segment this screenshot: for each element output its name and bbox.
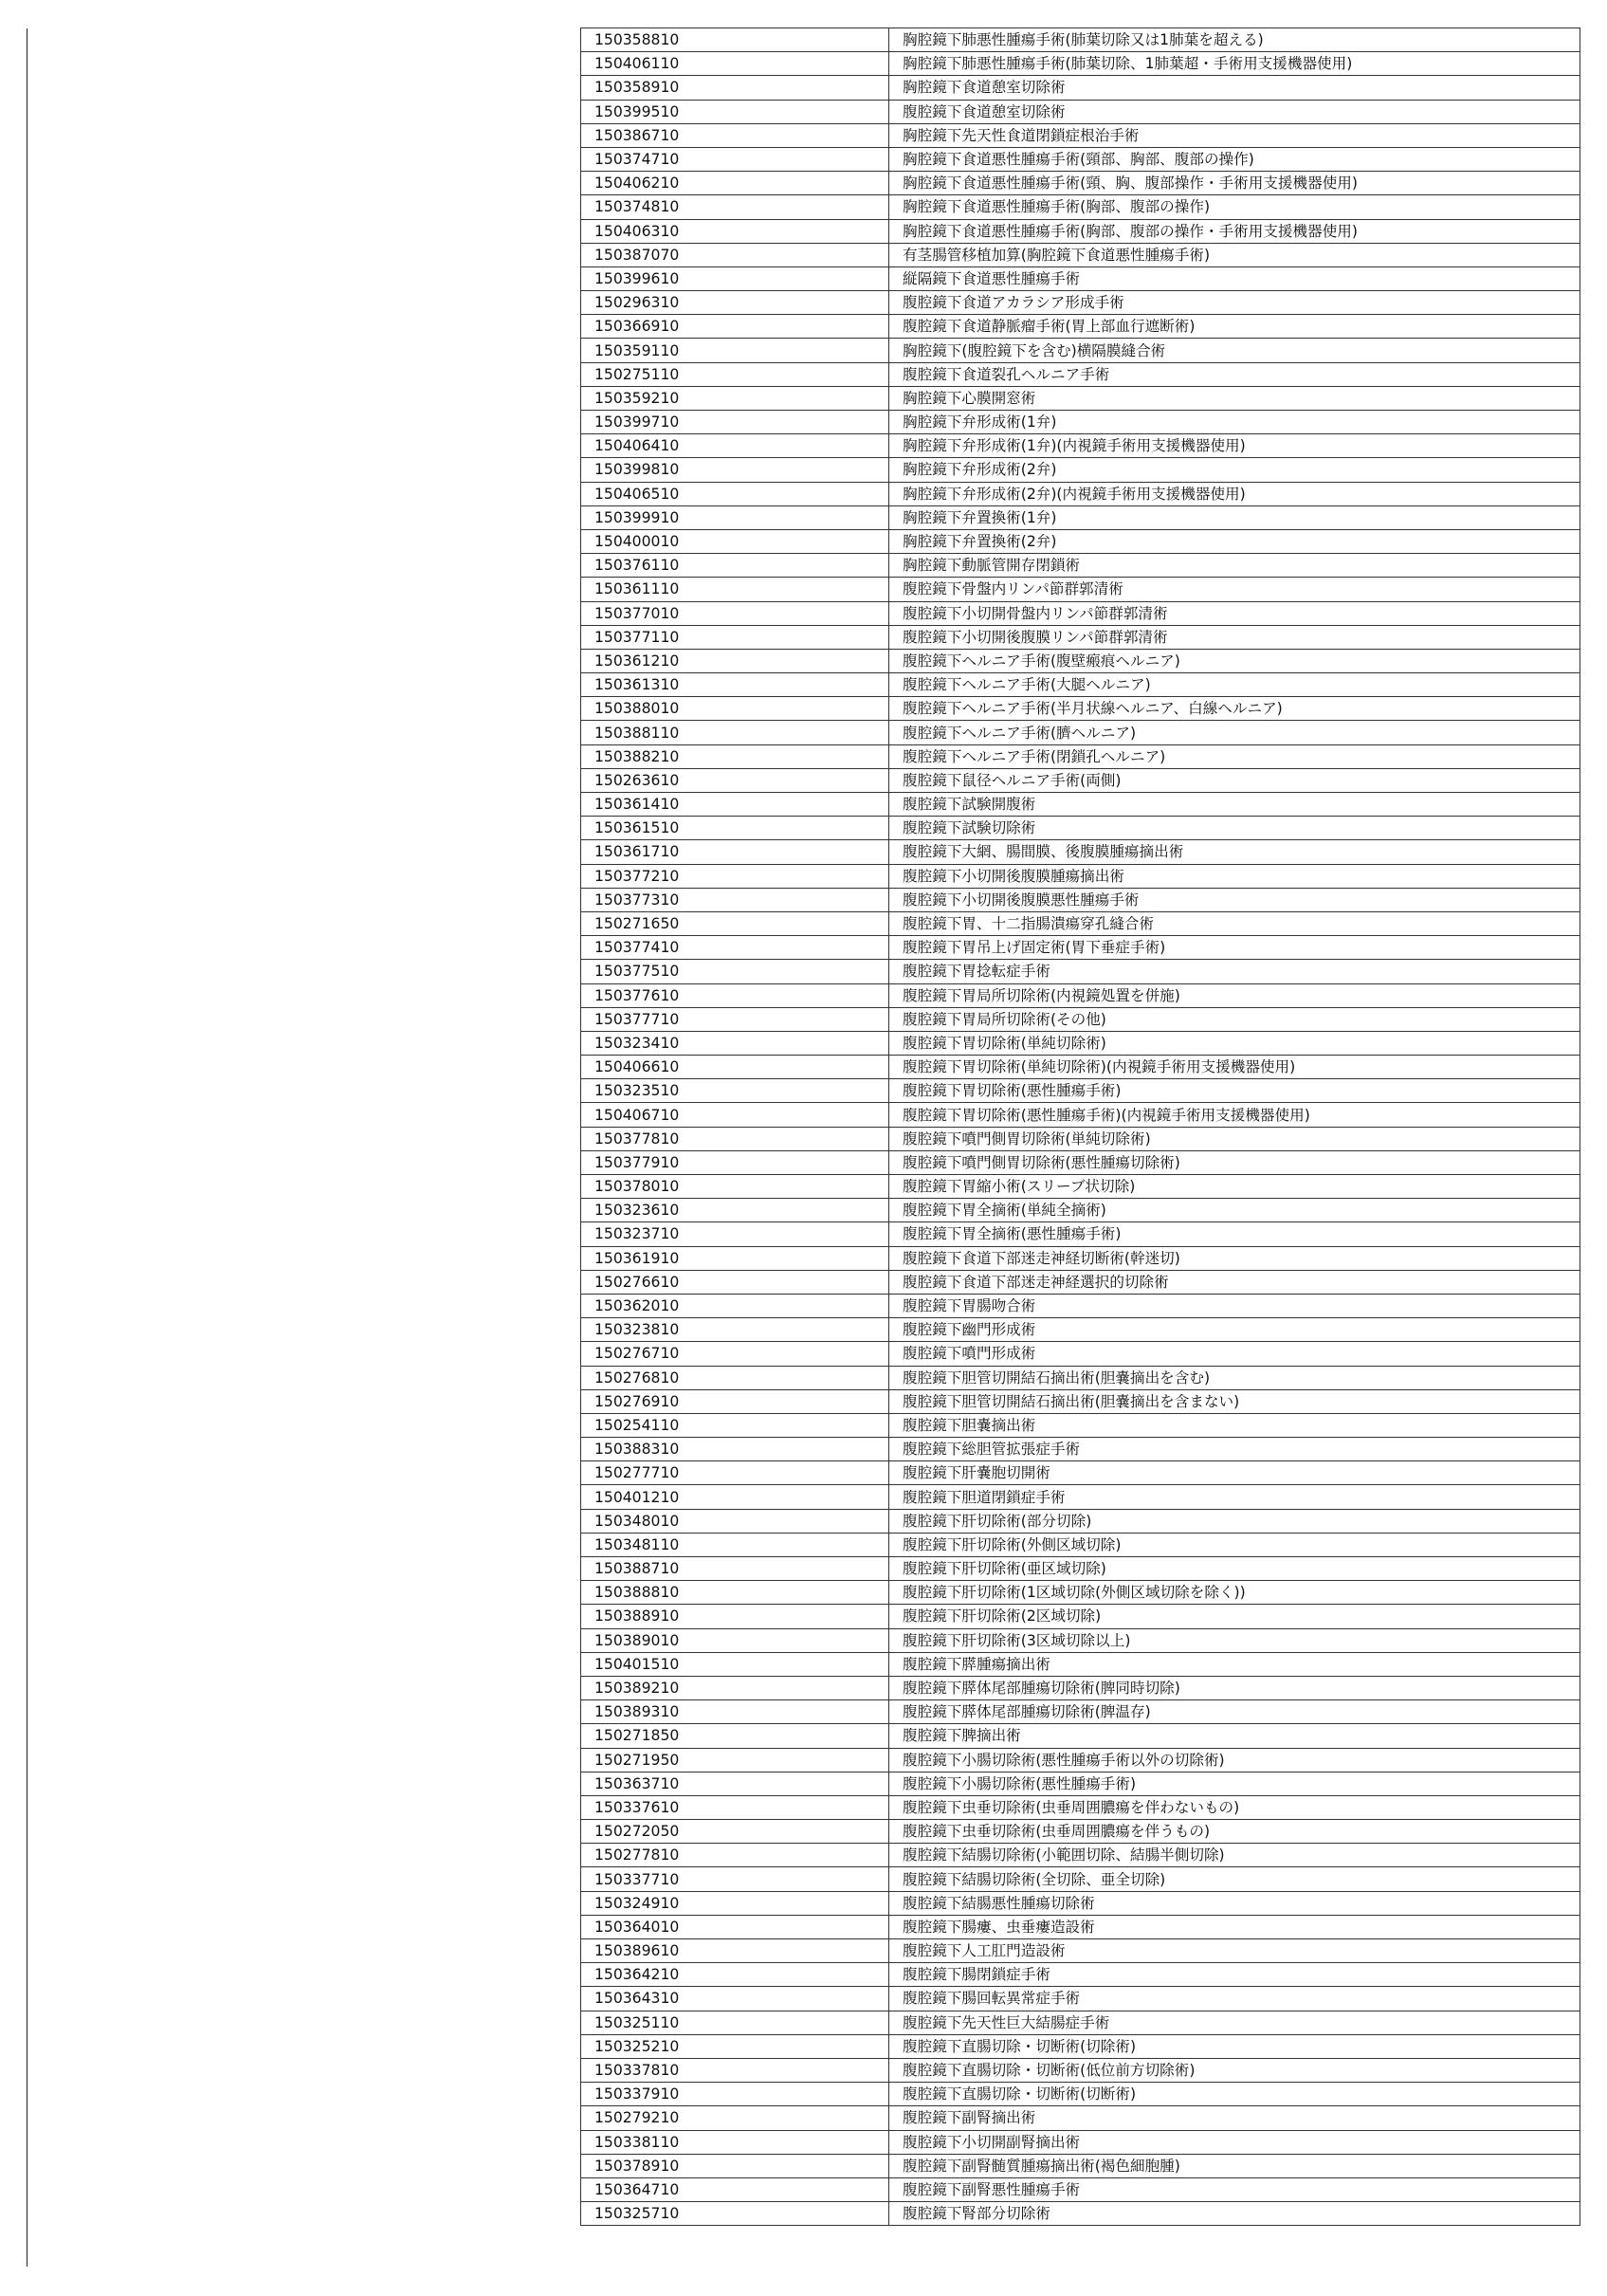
table-row bbox=[581, 172, 1580, 195]
procedure-code-cell: 150366910 bbox=[581, 315, 889, 339]
procedure-name-cell: 胸腔鏡下食道悪性腫瘍手術(胸部、腹部の操作・手術用支援機器使用) bbox=[889, 219, 1580, 243]
table-row bbox=[581, 768, 1580, 792]
procedure-code-cell: 150406310 bbox=[581, 219, 889, 243]
procedure-name-cell: 腹腔鏡下小腸切除術(悪性腫瘍手術以外の切除術) bbox=[889, 1748, 1580, 1772]
procedure-code-cell: 150272050 bbox=[581, 1820, 889, 1844]
procedure-code-cell: 150388310 bbox=[581, 1438, 889, 1461]
procedure-name-cell: 胸腔鏡下弁置換術(2弁) bbox=[889, 529, 1580, 553]
table-row bbox=[581, 1915, 1580, 1938]
procedure-code-cell: 150374810 bbox=[581, 195, 889, 219]
procedure-name-cell: 腹腔鏡下噴門側胃切除術(悪性腫瘍切除術) bbox=[889, 1150, 1580, 1174]
procedure-name-cell: 腹腔鏡下食道裂孔ヘルニア手術 bbox=[889, 362, 1580, 386]
table-row bbox=[581, 649, 1580, 672]
procedure-code-cell: 150358810 bbox=[581, 28, 889, 52]
procedure-name-cell: 腹腔鏡下胃、十二指腸潰瘍穿孔縫合術 bbox=[889, 911, 1580, 935]
procedure-code-cell: 150400010 bbox=[581, 529, 889, 553]
procedure-name-cell: 腹腔鏡下直腸切除・切断術(切除術) bbox=[889, 2034, 1580, 2058]
procedure-name-cell: 胸腔鏡下食道悪性腫瘍手術(頸、胸、腹部操作・手術用支援機器使用) bbox=[889, 172, 1580, 195]
procedure-name-cell: 腹腔鏡下ヘルニア手術(大腿ヘルニア) bbox=[889, 673, 1580, 697]
procedure-code-cell: 150271850 bbox=[581, 1724, 889, 1748]
table-row bbox=[581, 1795, 1580, 1819]
procedure-name-cell: 腹腔鏡下胃切除術(悪性腫瘍手術)(内視鏡手術用支援機器使用) bbox=[889, 1103, 1580, 1127]
procedure-code-cell: 150399910 bbox=[581, 505, 889, 529]
procedure-name-cell: 胸腔鏡下肺悪性腫瘍手術(肺葉切除、1肺葉超・手術用支援機器使用) bbox=[889, 52, 1580, 76]
procedure-name-cell: 腹腔鏡下虫垂切除術(虫垂周囲膿瘍を伴わないもの) bbox=[889, 1795, 1580, 1819]
table-row bbox=[581, 1007, 1580, 1031]
table-row bbox=[581, 1342, 1580, 1366]
procedure-code-cell: 150275110 bbox=[581, 362, 889, 386]
table-row bbox=[581, 529, 1580, 553]
procedure-code-cell: 150361910 bbox=[581, 1246, 889, 1270]
procedure-code-cell: 150388110 bbox=[581, 721, 889, 744]
procedure-code-cell: 150388810 bbox=[581, 1581, 889, 1605]
table-row bbox=[581, 339, 1580, 362]
procedure-code-cell: 150406110 bbox=[581, 52, 889, 76]
procedure-code-cell: 150277810 bbox=[581, 1844, 889, 1867]
procedure-code-cell: 150389310 bbox=[581, 1700, 889, 1724]
procedure-code-cell: 150323710 bbox=[581, 1222, 889, 1246]
table-row bbox=[581, 1820, 1580, 1844]
procedure-name-cell: 有茎腸管移植加算(胸腔鏡下食道悪性腫瘍手術) bbox=[889, 243, 1580, 266]
procedure-name-cell: 胸腔鏡下食道悪性腫瘍手術(胸部、腹部の操作) bbox=[889, 195, 1580, 219]
procedure-name-cell: 胸腔鏡下動脈管開存閉鎖術 bbox=[889, 554, 1580, 578]
procedure-code-cell: 150361110 bbox=[581, 578, 889, 601]
table-row bbox=[581, 911, 1580, 935]
procedure-code-cell: 150325710 bbox=[581, 2202, 889, 2226]
procedure-name-cell: 胸腔鏡下(腹腔鏡下を含む)横隔膜縫合術 bbox=[889, 339, 1580, 362]
procedure-code-cell: 150324910 bbox=[581, 1891, 889, 1915]
procedure-name-cell: 腹腔鏡下胃切除術(悪性腫瘍手術) bbox=[889, 1079, 1580, 1103]
procedure-code-cell: 150388710 bbox=[581, 1557, 889, 1581]
procedure-code-cell: 150263610 bbox=[581, 768, 889, 792]
table-row bbox=[581, 1867, 1580, 1891]
procedure-code-cell: 150388210 bbox=[581, 744, 889, 768]
table-row bbox=[581, 482, 1580, 505]
table-row bbox=[581, 243, 1580, 266]
procedure-code-cell: 150337910 bbox=[581, 2083, 889, 2106]
table-row bbox=[581, 2106, 1580, 2130]
procedure-name-cell: 腹腔鏡下胃切除術(単純切除術) bbox=[889, 1031, 1580, 1055]
procedure-code-cell: 150406410 bbox=[581, 434, 889, 458]
table-row bbox=[581, 2154, 1580, 2177]
table-row bbox=[581, 52, 1580, 76]
procedure-code-cell: 150254110 bbox=[581, 1413, 889, 1437]
table-row bbox=[581, 744, 1580, 768]
table-row bbox=[581, 315, 1580, 339]
procedure-code-cell: 150377810 bbox=[581, 1127, 889, 1150]
table-row bbox=[581, 2058, 1580, 2082]
procedure-code-cell: 150399810 bbox=[581, 458, 889, 482]
procedure-name-cell: 腹腔鏡下胃局所切除術(その他) bbox=[889, 1007, 1580, 1031]
table-row bbox=[581, 1318, 1580, 1342]
table-row bbox=[581, 864, 1580, 888]
table-row bbox=[581, 1366, 1580, 1389]
procedure-name-cell: 腹腔鏡下腸瘻、虫垂瘻造設術 bbox=[889, 1915, 1580, 1938]
procedure-code-cell: 150401210 bbox=[581, 1485, 889, 1509]
procedure-name-cell: 腹腔鏡下胆道閉鎖症手術 bbox=[889, 1485, 1580, 1509]
procedure-code-cell: 150377110 bbox=[581, 625, 889, 649]
table-row bbox=[581, 2177, 1580, 2201]
table-row bbox=[581, 147, 1580, 171]
procedure-name-cell: 腹腔鏡下総胆管拡張症手術 bbox=[889, 1438, 1580, 1461]
procedure-name-cell: 腹腔鏡下虫垂切除術(虫垂周囲膿瘍を伴うもの) bbox=[889, 1820, 1580, 1844]
procedure-name-cell: 腹腔鏡下食道下部迷走神経切断術(幹迷切) bbox=[889, 1246, 1580, 1270]
procedure-name-cell: 胸腔鏡下食道憩室切除術 bbox=[889, 76, 1580, 100]
procedure-code-cell: 150406210 bbox=[581, 172, 889, 195]
table-row bbox=[581, 1987, 1580, 2011]
table-row bbox=[581, 28, 1580, 52]
table-row bbox=[581, 1844, 1580, 1867]
procedure-name-cell: 腹腔鏡下小切開後腹膜腫瘍摘出術 bbox=[889, 864, 1580, 888]
table-row bbox=[581, 76, 1580, 100]
procedure-code-cell: 150388010 bbox=[581, 697, 889, 721]
table-row bbox=[581, 960, 1580, 983]
table-row bbox=[581, 1079, 1580, 1103]
procedure-name-cell: 腹腔鏡下胃吊上げ固定術(胃下垂症手術) bbox=[889, 936, 1580, 960]
table-row bbox=[581, 1175, 1580, 1199]
procedure-code-cell: 150378910 bbox=[581, 2154, 889, 2177]
procedure-name-cell: 腹腔鏡下ヘルニア手術(閉鎖孔ヘルニア) bbox=[889, 744, 1580, 768]
table-row bbox=[581, 1891, 1580, 1915]
table-row bbox=[581, 1199, 1580, 1222]
procedure-code-cell: 150361410 bbox=[581, 793, 889, 817]
procedure-name-cell: 腹腔鏡下肝切除術(1区域切除(外側区域切除を除く)) bbox=[889, 1581, 1580, 1605]
table-row bbox=[581, 1748, 1580, 1772]
procedure-code-cell: 150276610 bbox=[581, 1270, 889, 1294]
procedure-code-cell: 150377710 bbox=[581, 1007, 889, 1031]
table-row bbox=[581, 1772, 1580, 1795]
table-row bbox=[581, 1700, 1580, 1724]
procedure-name-cell: 腹腔鏡下先天性巨大結腸症手術 bbox=[889, 2011, 1580, 2034]
procedure-name-cell: 腹腔鏡下小切開後腹膜悪性腫瘍手術 bbox=[889, 888, 1580, 911]
procedure-name-cell: 腹腔鏡下試験切除術 bbox=[889, 817, 1580, 840]
procedure-name-cell: 腹腔鏡下小切開後腹膜リンパ節群郭清術 bbox=[889, 625, 1580, 649]
procedure-code-cell: 150361510 bbox=[581, 817, 889, 840]
procedure-code-cell: 150276810 bbox=[581, 1366, 889, 1389]
table-row bbox=[581, 1963, 1580, 1987]
table-row bbox=[581, 266, 1580, 290]
procedure-code-cell: 150279210 bbox=[581, 2106, 889, 2130]
procedure-name-cell: 腹腔鏡下胃腸吻合術 bbox=[889, 1294, 1580, 1317]
table-row bbox=[581, 123, 1580, 147]
table-row bbox=[581, 1605, 1580, 1628]
table-row bbox=[581, 1031, 1580, 1055]
procedure-code-cell: 150378010 bbox=[581, 1175, 889, 1199]
procedure-code-cell: 150377010 bbox=[581, 601, 889, 625]
procedure-name-cell: 胸腔鏡下食道悪性腫瘍手術(頸部、胸部、腹部の操作) bbox=[889, 147, 1580, 171]
procedure-name-cell: 腹腔鏡下胃局所切除術(内視鏡処置を併施) bbox=[889, 983, 1580, 1007]
procedure-code-cell: 150363710 bbox=[581, 1772, 889, 1795]
table-row bbox=[581, 697, 1580, 721]
procedure-name-cell: 腹腔鏡下肝切除術(外側区域切除) bbox=[889, 1533, 1580, 1556]
procedure-name-cell: 腹腔鏡下食道静脈瘤手術(胃上部血行遮断術) bbox=[889, 315, 1580, 339]
procedure-name-cell: 胸腔鏡下弁形成術(1弁) bbox=[889, 411, 1580, 434]
table-row bbox=[581, 1509, 1580, 1533]
table-row bbox=[581, 1461, 1580, 1485]
procedure-name-cell: 腹腔鏡下副腎髄質腫瘍摘出術(褐色細胞腫) bbox=[889, 2154, 1580, 2177]
table-row bbox=[581, 195, 1580, 219]
procedure-code-cell: 150337810 bbox=[581, 2058, 889, 2082]
procedure-name-cell: 腹腔鏡下肝切除術(亜区域切除) bbox=[889, 1557, 1580, 1581]
procedure-name-cell: 腹腔鏡下小切開骨盤内リンパ節群郭清術 bbox=[889, 601, 1580, 625]
table-row bbox=[581, 411, 1580, 434]
procedure-name-cell: 腹腔鏡下胃縮小術(スリーブ状切除) bbox=[889, 1175, 1580, 1199]
procedure-code-cell: 150389210 bbox=[581, 1676, 889, 1699]
procedure-code-cell: 150271650 bbox=[581, 911, 889, 935]
table-row bbox=[581, 1389, 1580, 1413]
procedure-name-cell: 縦隔鏡下食道悪性腫瘍手術 bbox=[889, 266, 1580, 290]
procedure-name-cell: 腹腔鏡下幽門形成術 bbox=[889, 1318, 1580, 1342]
procedure-name-cell: 腹腔鏡下噴門形成術 bbox=[889, 1342, 1580, 1366]
procedure-code-cell: 150361710 bbox=[581, 840, 889, 864]
procedure-name-cell: 腹腔鏡下肝切除術(部分切除) bbox=[889, 1509, 1580, 1533]
procedure-name-cell: 腹腔鏡下大網、腸間膜、後腹膜腫瘍摘出術 bbox=[889, 840, 1580, 864]
procedure-name-cell: 腹腔鏡下腸閉鎖症手術 bbox=[889, 1963, 1580, 1987]
table-row bbox=[581, 458, 1580, 482]
table-row bbox=[581, 1533, 1580, 1556]
table-row bbox=[581, 625, 1580, 649]
procedure-name-cell: 腹腔鏡下胃切除術(単純切除術)(内視鏡手術用支援機器使用) bbox=[889, 1056, 1580, 1079]
procedure-name-cell: 胸腔鏡下肺悪性腫瘍手術(肺葉切除又は1肺葉を超える) bbox=[889, 28, 1580, 52]
procedure-name-cell: 腹腔鏡下直腸切除・切断術(切断術) bbox=[889, 2083, 1580, 2106]
procedure-name-cell: 腹腔鏡下結腸悪性腫瘍切除術 bbox=[889, 1891, 1580, 1915]
procedure-code-cell: 150374710 bbox=[581, 147, 889, 171]
procedure-code-cell: 150377310 bbox=[581, 888, 889, 911]
procedure-name-cell: 腹腔鏡下副腎摘出術 bbox=[889, 2106, 1580, 2130]
table-row bbox=[581, 1557, 1580, 1581]
procedure-code-cell: 150399710 bbox=[581, 411, 889, 434]
procedure-name-cell: 腹腔鏡下結腸切除術(全切除、亜全切除) bbox=[889, 1867, 1580, 1891]
procedure-name-cell: 腹腔鏡下肝切除術(2区域切除) bbox=[889, 1605, 1580, 1628]
procedure-code-cell: 150377910 bbox=[581, 1150, 889, 1174]
table-row bbox=[581, 1581, 1580, 1605]
procedure-code-cell: 150364010 bbox=[581, 1915, 889, 1938]
procedure-code-cell: 150323410 bbox=[581, 1031, 889, 1055]
table-row bbox=[581, 1150, 1580, 1174]
procedure-code-cell: 150276910 bbox=[581, 1389, 889, 1413]
procedure-code-cell: 150348010 bbox=[581, 1509, 889, 1533]
table-row bbox=[581, 1724, 1580, 1748]
procedure-code-cell: 150361310 bbox=[581, 673, 889, 697]
procedure-name-cell: 腹腔鏡下ヘルニア手術(臍ヘルニア) bbox=[889, 721, 1580, 744]
procedure-name-cell: 腹腔鏡下胃全摘術(悪性腫瘍手術) bbox=[889, 1222, 1580, 1246]
procedure-code-cell: 150364710 bbox=[581, 2177, 889, 2201]
table-row bbox=[581, 936, 1580, 960]
procedure-name-cell: 腹腔鏡下鼠径ヘルニア手術(両側) bbox=[889, 768, 1580, 792]
procedure-code-cell: 150271950 bbox=[581, 1748, 889, 1772]
table-row bbox=[581, 554, 1580, 578]
table-row bbox=[581, 888, 1580, 911]
table-row bbox=[581, 362, 1580, 386]
procedure-name-cell: 腹腔鏡下人工肛門造設術 bbox=[889, 1939, 1580, 1963]
procedure-code-cell: 150406510 bbox=[581, 482, 889, 505]
procedure-code-cell: 150277710 bbox=[581, 1461, 889, 1485]
procedure-name-cell: 腹腔鏡下ヘルニア手術(半月状線ヘルニア、白線ヘルニア) bbox=[889, 697, 1580, 721]
table-row bbox=[581, 1485, 1580, 1509]
procedure-name-cell: 腹腔鏡下食道下部迷走神経選択的切除術 bbox=[889, 1270, 1580, 1294]
procedure-name-cell: 腹腔鏡下小切開副腎摘出術 bbox=[889, 2130, 1580, 2154]
table-row bbox=[581, 434, 1580, 458]
procedure-name-cell: 腹腔鏡下腸回転異常症手術 bbox=[889, 1987, 1580, 2011]
procedure-name-cell: 腹腔鏡下副腎悪性腫瘍手術 bbox=[889, 2177, 1580, 2201]
table-row bbox=[581, 721, 1580, 744]
procedure-name-cell: 腹腔鏡下膵腫瘍摘出術 bbox=[889, 1652, 1580, 1676]
procedure-code-cell: 150401510 bbox=[581, 1652, 889, 1676]
procedure-name-cell: 腹腔鏡下食道憩室切除術 bbox=[889, 100, 1580, 123]
procedure-name-cell: 胸腔鏡下弁形成術(2弁) bbox=[889, 458, 1580, 482]
procedure-code-cell: 150389610 bbox=[581, 1939, 889, 1963]
procedure-name-cell: 腹腔鏡下小腸切除術(悪性腫瘍手術) bbox=[889, 1772, 1580, 1795]
procedure-code-cell: 150399510 bbox=[581, 100, 889, 123]
table-row bbox=[581, 505, 1580, 529]
procedure-code-table bbox=[580, 28, 1580, 2226]
table-row bbox=[581, 793, 1580, 817]
procedure-code-cell: 150364310 bbox=[581, 1987, 889, 2011]
table-row bbox=[581, 1294, 1580, 1317]
procedure-name-cell: 胸腔鏡下弁置換術(1弁) bbox=[889, 505, 1580, 529]
table-row bbox=[581, 1438, 1580, 1461]
table-row bbox=[581, 100, 1580, 123]
procedure-name-cell: 腹腔鏡下噴門側胃切除術(単純切除術) bbox=[889, 1127, 1580, 1150]
table-row bbox=[581, 840, 1580, 864]
table-row bbox=[581, 1056, 1580, 1079]
table-row bbox=[581, 1676, 1580, 1699]
table-row bbox=[581, 601, 1580, 625]
procedure-name-cell: 腹腔鏡下腎部分切除術 bbox=[889, 2202, 1580, 2226]
procedure-name-cell: 胸腔鏡下先天性食道閉鎖症根治手術 bbox=[889, 123, 1580, 147]
procedure-name-cell: 腹腔鏡下膵体尾部腫瘍切除術(脾温存) bbox=[889, 1700, 1580, 1724]
table-row bbox=[581, 673, 1580, 697]
procedure-code-cell: 150337610 bbox=[581, 1795, 889, 1819]
procedure-code-cell: 150377610 bbox=[581, 983, 889, 1007]
table-row bbox=[581, 1246, 1580, 1270]
table-row bbox=[581, 1127, 1580, 1150]
procedure-code-cell: 150337710 bbox=[581, 1867, 889, 1891]
table-row bbox=[581, 386, 1580, 410]
procedure-code-cell: 150338110 bbox=[581, 2130, 889, 2154]
procedure-code-cell: 150362010 bbox=[581, 1294, 889, 1317]
procedure-name-cell: 腹腔鏡下肝切除術(3区域切除以上) bbox=[889, 1628, 1580, 1652]
table-row bbox=[581, 1413, 1580, 1437]
procedure-code-cell: 150323810 bbox=[581, 1318, 889, 1342]
table-row bbox=[581, 1652, 1580, 1676]
procedure-name-cell: 腹腔鏡下直腸切除・切断術(低位前方切除術) bbox=[889, 2058, 1580, 2082]
table-row bbox=[581, 578, 1580, 601]
procedure-code-cell: 150399610 bbox=[581, 266, 889, 290]
table-row bbox=[581, 2130, 1580, 2154]
procedure-code-cell: 150359110 bbox=[581, 339, 889, 362]
procedure-name-cell: 胸腔鏡下心膜開窓術 bbox=[889, 386, 1580, 410]
procedure-name-cell: 腹腔鏡下胆管切開結石摘出術(胆嚢摘出を含まない) bbox=[889, 1389, 1580, 1413]
procedure-code-cell: 150388910 bbox=[581, 1605, 889, 1628]
procedure-code-cell: 150406710 bbox=[581, 1103, 889, 1127]
procedure-name-cell: 腹腔鏡下試験開腹術 bbox=[889, 793, 1580, 817]
table-row bbox=[581, 983, 1580, 1007]
table-row bbox=[581, 1103, 1580, 1127]
procedure-code-cell: 150325110 bbox=[581, 2011, 889, 2034]
procedure-name-cell: 腹腔鏡下胆管切開結石摘出術(胆嚢摘出を含む) bbox=[889, 1366, 1580, 1389]
procedure-code-cell: 150296310 bbox=[581, 291, 889, 315]
procedure-code-cell: 150377210 bbox=[581, 864, 889, 888]
table-row bbox=[581, 1270, 1580, 1294]
table-row bbox=[581, 291, 1580, 315]
procedure-name-cell: 腹腔鏡下胆嚢摘出術 bbox=[889, 1413, 1580, 1437]
procedure-name-cell: 腹腔鏡下食道アカラシア形成手術 bbox=[889, 291, 1580, 315]
procedure-code-cell: 150348110 bbox=[581, 1533, 889, 1556]
procedure-code-cell: 150361210 bbox=[581, 649, 889, 672]
table-row bbox=[581, 1939, 1580, 1963]
table-row bbox=[581, 219, 1580, 243]
procedure-code-cell: 150406610 bbox=[581, 1056, 889, 1079]
procedure-name-cell: 腹腔鏡下胃全摘術(単純全摘術) bbox=[889, 1199, 1580, 1222]
procedure-code-cell: 150389010 bbox=[581, 1628, 889, 1652]
procedure-code-cell: 150377410 bbox=[581, 936, 889, 960]
table-row bbox=[581, 2011, 1580, 2034]
procedure-code-cell: 150386710 bbox=[581, 123, 889, 147]
table-row bbox=[581, 2202, 1580, 2226]
procedure-code-cell: 150377510 bbox=[581, 960, 889, 983]
procedure-name-cell: 胸腔鏡下弁形成術(1弁)(内視鏡手術用支援機器使用) bbox=[889, 434, 1580, 458]
procedure-name-cell: 胸腔鏡下弁形成術(2弁)(内視鏡手術用支援機器使用) bbox=[889, 482, 1580, 505]
procedure-name-cell: 腹腔鏡下結腸切除術(小範囲切除、結腸半側切除) bbox=[889, 1844, 1580, 1867]
procedure-name-cell: 腹腔鏡下脾摘出術 bbox=[889, 1724, 1580, 1748]
procedure-code-cell: 150276710 bbox=[581, 1342, 889, 1366]
procedure-name-cell: 腹腔鏡下ヘルニア手術(腹壁瘢痕ヘルニア) bbox=[889, 649, 1580, 672]
table-row bbox=[581, 817, 1580, 840]
procedure-code-cell: 150323510 bbox=[581, 1079, 889, 1103]
procedure-name-cell: 腹腔鏡下胃捻転症手術 bbox=[889, 960, 1580, 983]
table-row bbox=[581, 1628, 1580, 1652]
procedure-code-cell: 150323610 bbox=[581, 1199, 889, 1222]
table-row bbox=[581, 2083, 1580, 2106]
procedure-code-cell: 150376110 bbox=[581, 554, 889, 578]
procedure-name-cell: 腹腔鏡下肝嚢胞切開術 bbox=[889, 1461, 1580, 1485]
procedure-name-cell: 腹腔鏡下膵体尾部腫瘍切除術(脾同時切除) bbox=[889, 1676, 1580, 1699]
procedure-code-cell: 150364210 bbox=[581, 1963, 889, 1987]
procedure-code-cell: 150358910 bbox=[581, 76, 889, 100]
procedure-name-cell: 腹腔鏡下骨盤内リンパ節群郭清術 bbox=[889, 578, 1580, 601]
table-row bbox=[581, 2034, 1580, 2058]
table-row bbox=[581, 1222, 1580, 1246]
procedure-code-cell: 150387070 bbox=[581, 243, 889, 266]
table-body bbox=[581, 28, 1580, 2226]
procedure-code-cell: 150325210 bbox=[581, 2034, 889, 2058]
procedure-code-cell: 150359210 bbox=[581, 386, 889, 410]
